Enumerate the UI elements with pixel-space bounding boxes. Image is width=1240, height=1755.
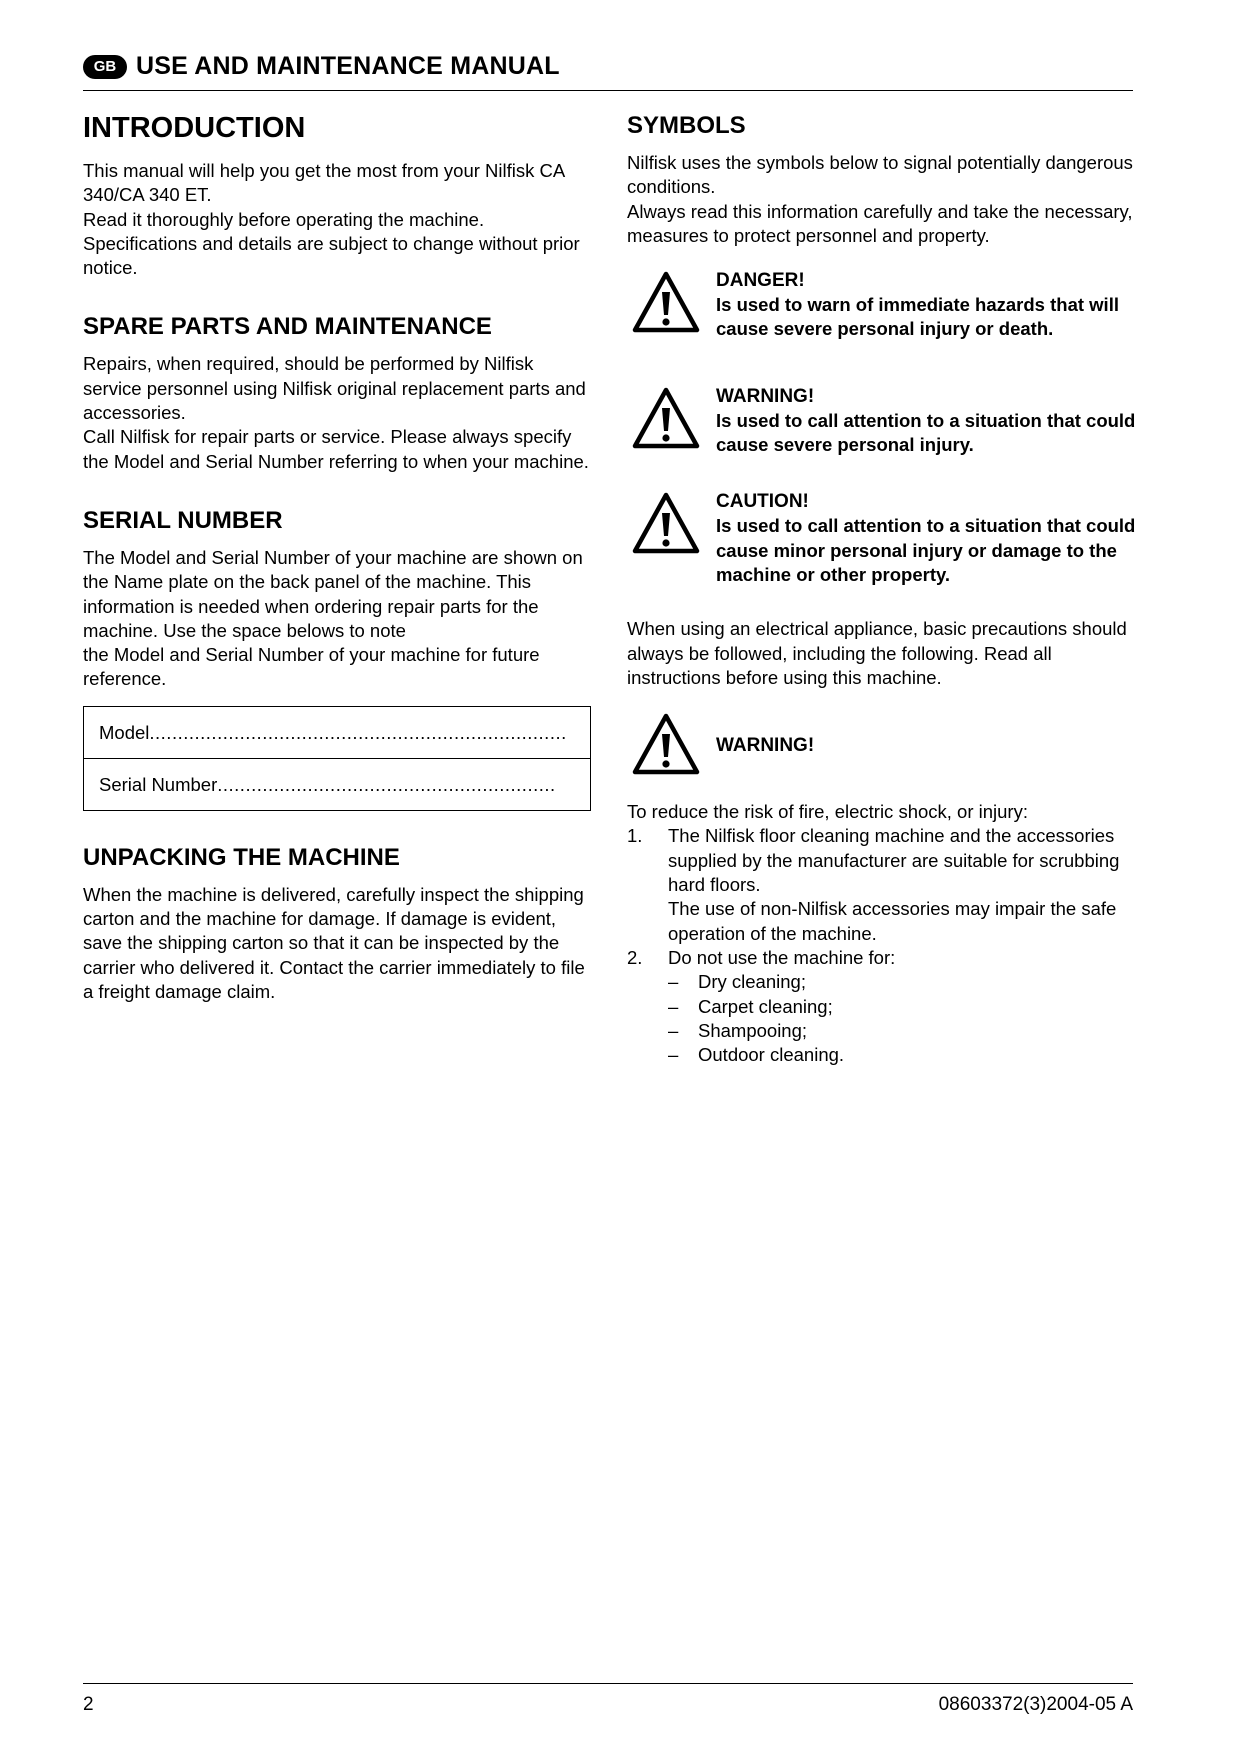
symbols-line-2: Always read this information carefully and take the necessary, measures to protect personnel and property. — [627, 200, 1133, 246]
page-header — [83, 50, 1133, 91]
danger-warning-triangle-icon — [631, 270, 701, 334]
danger-description: Is used to warn of immediate hazards that will cause severe personal injury or death. — [716, 294, 1119, 340]
serial-number-heading: SERIAL NUMBER — [83, 506, 283, 534]
list-item — [627, 824, 1137, 945]
symbols-heading: SYMBOLS — [627, 112, 746, 139]
caution-triangle-icon — [631, 491, 701, 555]
model-label: Model — [99, 721, 150, 743]
warning-description: Is used to call attention to a situation that could cause severe personal injury. — [716, 409, 1136, 456]
spare-parts-line-2: Call Nilfisk for repair parts or service. Please always specify the Model and Serial Number referring to when your machine. — [83, 426, 589, 472]
list-item-text-continued: The use of non-Nilfisk accessories may impair the safe operation of the machine. — [668, 898, 1117, 944]
caution-title: CAUTION! — [716, 491, 809, 513]
sub-list-item-text: Dry cleaning; — [698, 971, 806, 993]
caution-symbol-block — [627, 489, 1137, 587]
dash-bullet: – — [668, 995, 679, 1017]
warning-title: WARNING! — [716, 385, 815, 407]
sub-list-item — [627, 970, 1137, 994]
sub-list-item — [627, 1019, 1137, 1043]
spare-parts-line-1: Repairs, when required, should be performed by Nilfisk service personnel using Nilfisk original replacement parts and accessories. — [83, 353, 586, 424]
language-badge: GB — [83, 55, 127, 79]
list-item — [627, 946, 1137, 970]
danger-symbol-block — [627, 268, 1137, 342]
dash-bullet: – — [668, 1044, 679, 1066]
serial-number-line-2: the Model and Serial Number of your machine for future reference. — [83, 644, 540, 690]
serial-number-label: Serial Number — [99, 773, 218, 795]
document-code: 08603372(3)2004-05 A — [938, 1694, 1133, 1715]
symbols-line-1: Nilfisk uses the symbols below to signal potentially dangerous conditions. — [627, 152, 1133, 198]
warning-triangle-icon — [631, 712, 701, 776]
unpacking-heading: UNPACKING THE MACHINE — [83, 843, 400, 871]
danger-title: DANGER! — [716, 270, 805, 292]
warning-triangle-icon — [631, 386, 701, 450]
sub-list-item-text: Outdoor cleaning. — [698, 1044, 845, 1066]
serial-number-line-1: The Model and Serial Number of your machine are shown on the Name plate on the back panel of the machine. This information is needed when ordering repair parts for the machine. Use the space belows to note — [83, 546, 583, 641]
caution-description: Is used to call attention to a situation that could cause minor personal injury or damage to the machine or other property. — [716, 515, 1136, 585]
unpacking-text: When the machine is delivered, carefully inspect the shipping carton and the machine for damage. If damage is evident, save the shipping carton so that it can be inspected by the carrier who delivered it. Contact the carrier immediately to file a freight damage claim. — [83, 883, 585, 1002]
spare-parts-heading: SPARE PARTS AND MAINTENANCE — [83, 313, 492, 341]
sub-list-item — [627, 1043, 1137, 1067]
model-dots: .......................................................................... — [149, 721, 567, 743]
introduction-heading: INTRODUCTION — [83, 112, 306, 144]
sub-list-item — [627, 995, 1137, 1019]
warning-notice-title: WARNING! — [716, 735, 815, 757]
manual-title: USE AND MAINTENANCE MANUAL — [136, 52, 560, 80]
left-column — [83, 105, 593, 1004]
page-number: 2 — [83, 1694, 94, 1715]
sub-list-item-text: Shampooing; — [698, 1019, 808, 1041]
safety-list — [627, 800, 1137, 1067]
list-number: 2. — [627, 946, 643, 968]
intro-line-3: Specifications and details are subject to change without prior notice. — [83, 232, 580, 279]
page-footer — [83, 1683, 1133, 1715]
sub-list-item-text: Carpet cleaning; — [698, 995, 833, 1017]
right-column — [627, 105, 1137, 1067]
model-field[interactable] — [84, 707, 590, 758]
serial-dots: ............................................................ — [217, 773, 556, 795]
warning-symbol-block — [627, 384, 1137, 458]
warning-notice-block — [627, 710, 1137, 776]
dash-bullet: – — [668, 1019, 679, 1041]
precautions-text: When using an electrical appliance, basic precautions should always be followed, including the following. Read all instructions before using this machine. — [627, 618, 1127, 688]
dash-bullet: – — [668, 971, 679, 993]
intro-line-2: Read it thoroughly before operating the machine. — [83, 208, 485, 230]
list-number: 1. — [627, 825, 643, 847]
serial-number-field[interactable] — [84, 758, 590, 810]
intro-line-1: This manual will help you get the most from your Nilfisk CA 340/CA 340 ET. — [83, 160, 565, 206]
risk-intro: To reduce the risk of fire, electric shock, or injury: — [627, 801, 1028, 823]
list-item-text: The Nilfisk floor cleaning machine and the accessories supplied by the manufacturer are suitable for scrubbing hard floors. — [668, 825, 1120, 896]
list-item-text: Do not use the machine for: — [668, 946, 896, 968]
serial-form-box — [83, 706, 591, 811]
